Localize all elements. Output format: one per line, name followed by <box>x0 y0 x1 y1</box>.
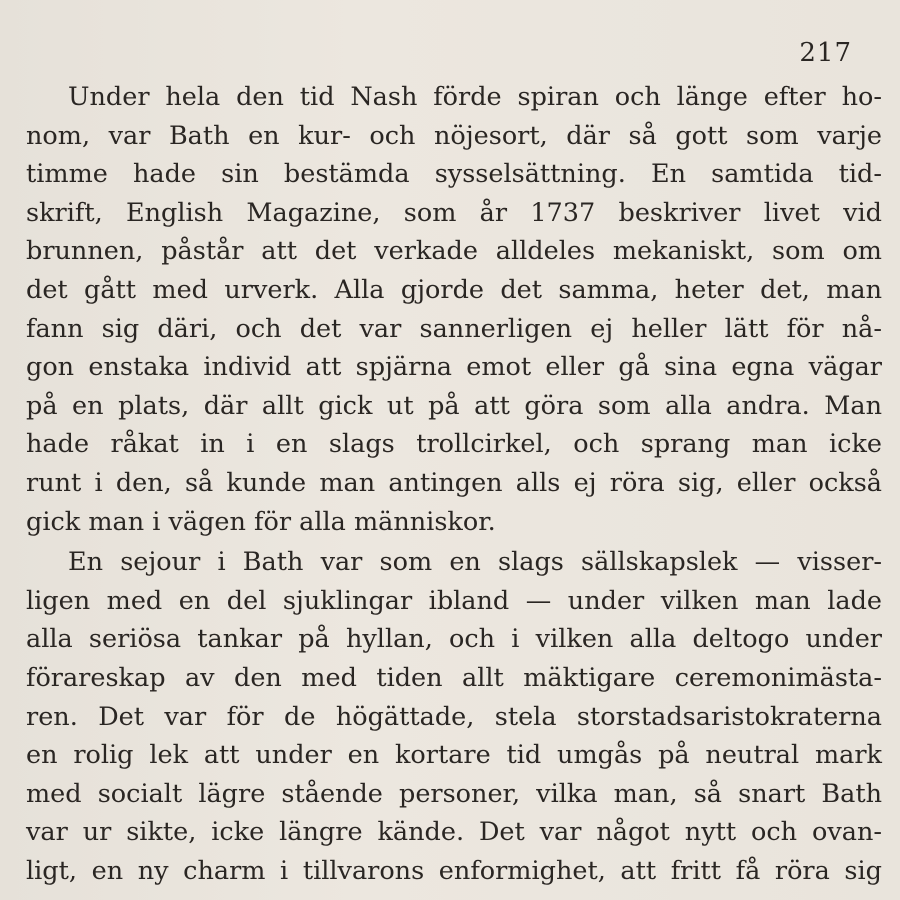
text-line: det gått med urverk. Alla gjorde det samma, heter det, man <box>26 274 882 305</box>
text-line: brunnen, påstår att det verkade alldeles mekaniskt, som om <box>26 236 882 267</box>
text-line: alla seriösa tankar på hyllan, och i vilken alla deltogo under <box>26 624 882 655</box>
text-line: en rolig lek att under en kortare tid umgås på neutral mark <box>26 740 882 771</box>
text-line: förareskap av den med tiden allt mäktigare ceremonimästa- <box>26 662 882 693</box>
text-line: En sejour i Bath var som en slags sällskapslek — visser- <box>68 547 882 578</box>
text-line: ligt, en ny charm i tillvarons enformighet, att fritt få röra sig <box>26 855 882 886</box>
text-line: hade råkat in i en slags trollcirkel, och sprang man icke <box>26 429 882 460</box>
text-line: gon enstaka individ att spjärna emot eller gå sina egna vägar <box>26 352 882 383</box>
text-line: runt i den, så kunde man antingen alls ej röra sig, eller också <box>26 467 882 498</box>
text-line: på en plats, där allt gick ut på att göra som alla andra. Man <box>26 390 882 421</box>
text-line: med socialt lägre stående personer, vilka man, så snart Bath <box>26 778 882 809</box>
page-number: 217 <box>799 38 852 68</box>
text-line: skrift, English Magazine, som år 1737 beskriver livet vid <box>26 197 882 228</box>
text-line: fann sig däri, och det var sannerligen ej heller lätt för nå- <box>26 313 882 344</box>
paragraph-2 <box>26 543 882 890</box>
text-line: var ur sikte, icke längre kände. Det var något nytt och ovan- <box>26 817 882 848</box>
text-line: timme hade sin bestämda sysselsättning. En samtida tid- <box>26 159 882 190</box>
text-line: nom, var Bath en kur- och nöjesort, där så gott som varje <box>26 120 882 151</box>
text-line: ligen med en del sjuklingar ibland — under vilken man lade <box>26 585 882 616</box>
text-line: gick man i vägen för alla människor. <box>26 506 496 537</box>
body-text <box>26 78 882 890</box>
text-line: ren. Det var för de högättade, stela storstadsaristokraterna <box>26 701 882 732</box>
paragraph-1 <box>26 78 882 541</box>
text-line: Under hela den tid Nash förde spiran och länge efter ho- <box>68 82 882 112</box>
